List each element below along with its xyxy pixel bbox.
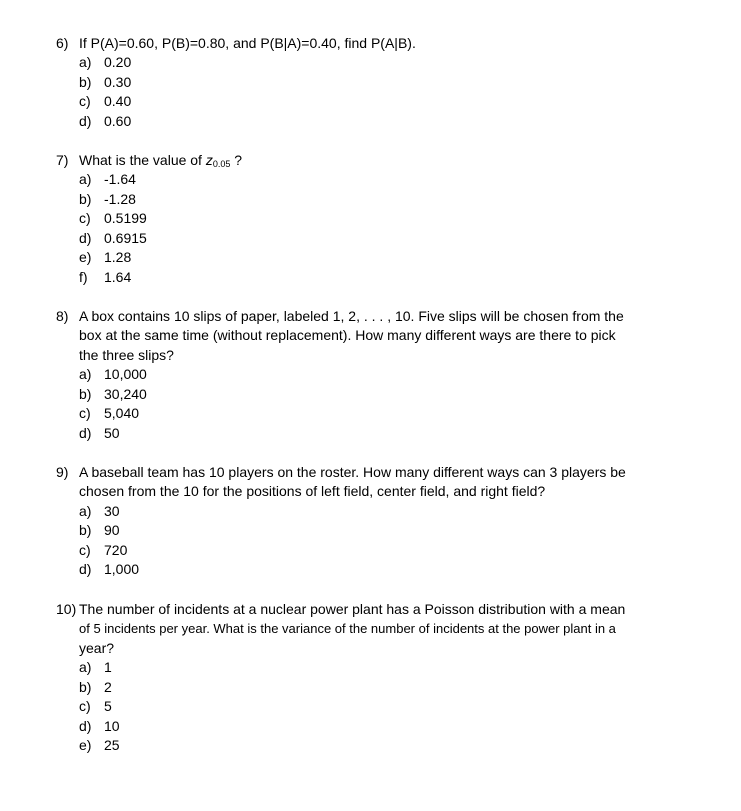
question-text: chosen from the 10 for the positions of left field, center field, and right field? xyxy=(79,483,546,499)
option-letter: f) xyxy=(79,269,88,285)
option xyxy=(79,209,147,228)
option-letter: b) xyxy=(79,522,92,538)
option-letter: b) xyxy=(79,74,92,90)
option-text: 5,040 xyxy=(104,405,140,421)
option-text: 0.6915 xyxy=(104,230,147,246)
option-text: 1,000 xyxy=(104,561,140,577)
option-text: -1.28 xyxy=(104,191,136,207)
option-text: 0.30 xyxy=(104,74,132,90)
question-text: If P(A)=0.60, P(B)=0.80, and P(B|A)=0.40, find P(A|B). xyxy=(79,35,416,51)
option-letter: c) xyxy=(79,542,91,558)
option xyxy=(79,229,147,248)
option xyxy=(79,73,131,92)
option xyxy=(79,190,136,209)
option xyxy=(79,678,112,697)
option-letter: d) xyxy=(79,561,92,577)
option xyxy=(79,385,147,404)
option xyxy=(79,717,120,736)
option-letter: d) xyxy=(79,230,92,246)
option-letter: a) xyxy=(79,659,92,675)
question-text: year? xyxy=(79,640,115,656)
option-letter: c) xyxy=(79,698,91,714)
option xyxy=(79,424,120,443)
option-letter: e) xyxy=(79,737,92,753)
stem-suffix: ? xyxy=(230,152,243,168)
option xyxy=(79,502,120,521)
option xyxy=(79,521,120,540)
z-variable: z xyxy=(205,152,213,168)
option-letter: a) xyxy=(79,366,92,382)
question-text: A baseball team has 10 players on the roster. How many different ways can 3 players be xyxy=(79,464,626,480)
option-letter: d) xyxy=(79,718,92,734)
option-text: 2 xyxy=(104,679,112,695)
option-letter: d) xyxy=(79,425,92,441)
option xyxy=(79,112,131,131)
option-letter: a) xyxy=(79,171,92,187)
option-text: 5 xyxy=(104,698,112,714)
option xyxy=(79,404,139,423)
stem-prefix: What is the value of xyxy=(79,152,206,168)
option xyxy=(79,697,112,716)
question-text: The number of incidents at a nuclear power plant has a Poisson distribution with a mean xyxy=(79,601,626,617)
question-number: 10) xyxy=(56,601,77,617)
option-letter: b) xyxy=(79,386,92,402)
option-text: 25 xyxy=(104,737,120,753)
question-number: 8) xyxy=(56,308,69,324)
option-letter: e) xyxy=(79,249,92,265)
option-letter: d) xyxy=(79,113,92,129)
option xyxy=(79,268,131,287)
option xyxy=(79,736,120,755)
option xyxy=(79,92,131,111)
z-subscript: 0.05 xyxy=(212,159,231,169)
question-text: box at the same time (without replacement). How many different ways are there to pick xyxy=(79,327,616,343)
option-text: 0.5199 xyxy=(104,210,147,226)
option xyxy=(79,365,147,384)
option-letter: a) xyxy=(79,54,92,70)
option-letter: b) xyxy=(79,191,92,207)
option-text: 1.64 xyxy=(104,269,132,285)
option-text: 0.20 xyxy=(104,54,132,70)
option xyxy=(79,53,131,72)
option-text: 50 xyxy=(104,425,120,441)
option-letter: c) xyxy=(79,405,91,421)
question-text: the three slips? xyxy=(79,347,174,363)
option-text: 30 xyxy=(104,503,120,519)
option xyxy=(79,560,139,579)
option-letter: c) xyxy=(79,210,91,226)
option-text: 10,000 xyxy=(104,366,147,382)
option-text: 0.40 xyxy=(104,93,132,109)
option-text: 1.28 xyxy=(104,249,132,265)
option-text: 90 xyxy=(104,522,120,538)
option-text: 10 xyxy=(104,718,120,734)
question-number: 6) xyxy=(56,35,69,51)
option-letter: a) xyxy=(79,503,92,519)
option xyxy=(79,170,136,189)
option xyxy=(79,541,127,560)
option-text: 0.60 xyxy=(104,113,132,129)
option xyxy=(79,248,131,267)
option-letter: b) xyxy=(79,679,92,695)
question-number: 7) xyxy=(56,152,69,168)
option-text: 720 xyxy=(104,542,128,558)
question-number: 9) xyxy=(56,464,69,480)
question-text: of 5 incidents per year. What is the variance of the number of incidents at the power plant in a xyxy=(79,621,616,636)
option-text: 1 xyxy=(104,659,112,675)
question-text: A box contains 10 slips of paper, labeled 1, 2, . . . , 10. Five slips will be chosen from the xyxy=(79,308,624,324)
option xyxy=(79,658,112,677)
option-text: -1.64 xyxy=(104,171,136,187)
option-letter: c) xyxy=(79,93,91,109)
option-text: 30,240 xyxy=(104,386,147,402)
